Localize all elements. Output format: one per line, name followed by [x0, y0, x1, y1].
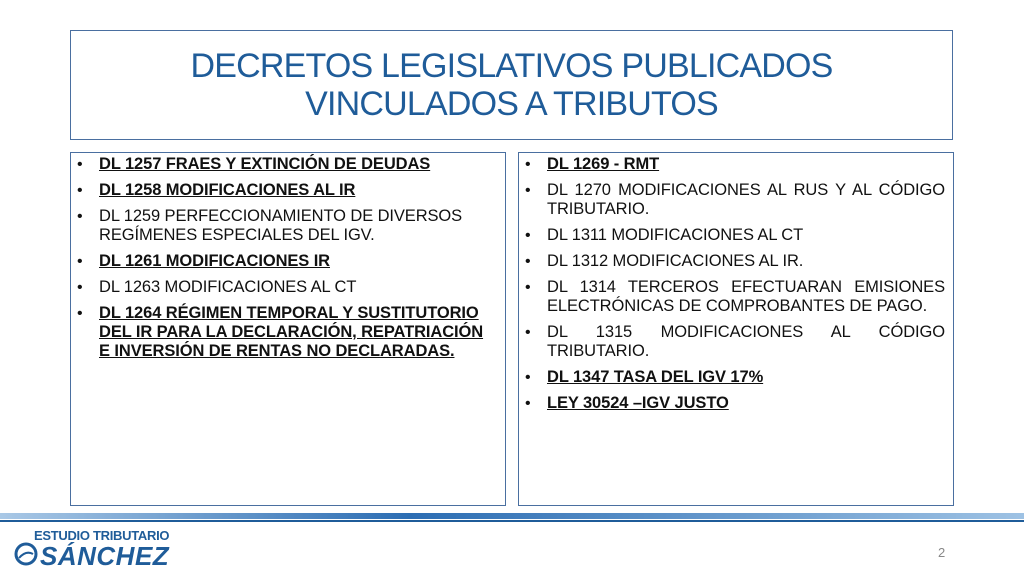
footer-divider-line	[0, 520, 1024, 522]
bullet-item-text: DL 1261 MODIFICACIONES IR	[99, 252, 330, 270]
bullet-item	[71, 252, 497, 271]
bullet-item-text: DL 1259 PERFECCIONAMIENTO DE DIVERSOS REGÍMENES ESPECIALES DEL IGV.	[99, 207, 463, 244]
bullet-item-text: DL 1269 - RMT	[547, 155, 660, 173]
bullet-item	[71, 304, 497, 361]
bullet-item	[71, 181, 497, 200]
bullet-dot-icon: •	[525, 324, 531, 341]
logo-subtitle: ESTUDIO TRIBUTARIO	[34, 528, 170, 543]
slide-title-box	[70, 30, 953, 140]
bullet-item-text: DL 1347 TASA DEL IGV 17%	[547, 368, 764, 386]
bullet-item	[519, 181, 945, 219]
bullet-item-text: LEY 30524 –IGV JUSTO	[547, 394, 729, 412]
slide-title-line-1: DECRETOS LEGISLATIVOS PUBLICADOS	[190, 47, 833, 85]
logo-swirl-icon	[14, 542, 38, 566]
bullet-item	[519, 368, 945, 387]
bullet-item-text: DL 1270 MODIFICACIONES AL RUS Y AL CÓDIGO TRIBUTARIO.	[547, 181, 945, 218]
bullet-item	[519, 394, 945, 413]
bullet-item	[71, 155, 497, 174]
right-column-box	[518, 152, 954, 506]
left-column-box	[70, 152, 506, 506]
bullet-dot-icon: •	[77, 279, 83, 296]
bullet-item-text: DL 1257 FRAES Y EXTINCIÓN DE DEUDAS	[99, 155, 431, 173]
bullet-item	[71, 207, 497, 245]
bullet-dot-icon: •	[525, 395, 531, 412]
bullet-item	[519, 226, 945, 245]
slide-title-line-2: VINCULADOS A TRIBUTOS	[305, 85, 718, 123]
bullet-item	[519, 155, 945, 174]
bullet-item-text: DL 1311 MODIFICACIONES AL CT	[547, 226, 804, 244]
estudio-tributario-logo	[14, 528, 184, 572]
bullet-dot-icon: •	[77, 182, 83, 199]
bullet-item	[519, 252, 945, 271]
bullet-item-text: DL 1264 RÉGIMEN TEMPORAL Y SUSTITUTORIO DEL IR PARA LA DECLARACIÓN, REPATRIACIÓN E INVERSIÓN DE RENTAS NO DECLARADAS.	[99, 304, 484, 360]
bullet-item-text: DL 1263 MODIFICACIONES AL CT	[99, 278, 357, 296]
bullet-item	[71, 278, 497, 297]
bullet-dot-icon: •	[77, 305, 83, 322]
bullet-dot-icon: •	[525, 369, 531, 386]
logo-name: SÁNCHEZ	[40, 541, 170, 571]
footer-gradient-bar	[0, 513, 1024, 519]
bullet-dot-icon: •	[77, 156, 83, 173]
left-bullet-list	[71, 155, 497, 361]
bullet-dot-icon: •	[525, 227, 531, 244]
page-number: 2	[938, 545, 946, 560]
bullet-dot-icon: •	[77, 208, 83, 225]
bullet-dot-icon: •	[525, 182, 531, 199]
bullet-item-text: DL 1315 MODIFICACIONES AL CÓDIGO TRIBUTARIO.	[547, 323, 945, 360]
bullet-item-text: DL 1258 MODIFICACIONES AL IR	[99, 181, 356, 199]
right-bullet-list	[519, 155, 945, 413]
bullet-item	[519, 278, 945, 316]
bullet-dot-icon: •	[77, 253, 83, 270]
bullet-dot-icon: •	[525, 253, 531, 270]
bullet-item-text: DL 1312 MODIFICACIONES AL IR.	[547, 252, 804, 270]
bullet-dot-icon: •	[525, 156, 531, 173]
bullet-item	[519, 323, 945, 361]
bullet-item-text: DL 1314 TERCEROS EFECTUARAN EMISIONES ELECTRÓNICAS DE COMPROBANTES DE PAGO.	[547, 278, 945, 315]
bullet-dot-icon: •	[525, 279, 531, 296]
